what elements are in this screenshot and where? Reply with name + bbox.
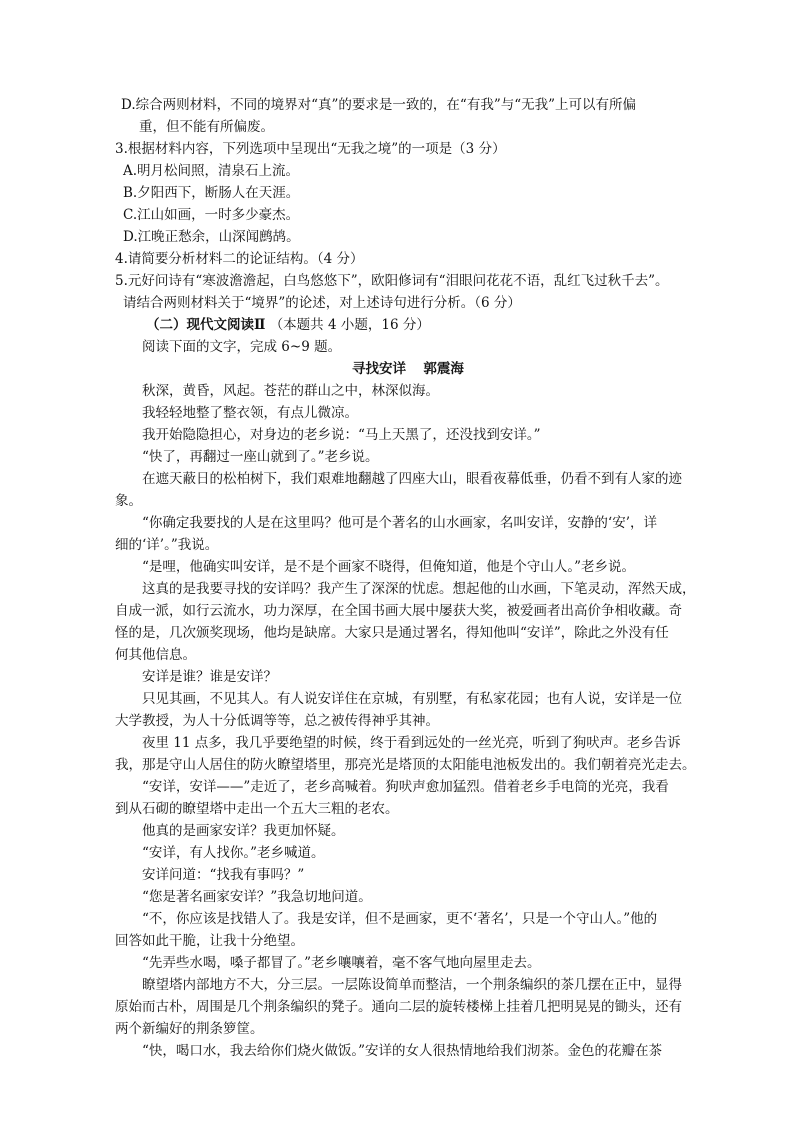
story-line: 我轻轻地整了整衣领，有点儿微凉。 — [142, 405, 358, 421]
q2-option-d-line1: D.综合两则材料，不同的境界对“真”的要求是一致的，在“有我”与“无我”上可以有所偏 — [121, 97, 637, 113]
q5-line1: 5.元好问诗有“寒波澹澹起，白鸟悠悠下”，欧阳修词有“泪眼问花花不语，乱红飞过秋千去”。 — [115, 273, 669, 289]
story-line: 秋深，黄昏，风起。苍茫的群山之中，林深似海。 — [142, 383, 439, 399]
story-line: 我开始隐隐担心，对身边的老乡说：“马上天黑了，还没找到安详。” — [142, 427, 541, 443]
story-line: “安详，有人找你。”老乡喊道。 — [142, 845, 325, 861]
story-line: 瞭望塔内部地方不大，分三层。一层陈设简单而整洁，一个荆条编织的茶几摆在正中，显得 — [142, 977, 682, 993]
story-line: “不，你应该是找错人了。我是安详，但不是画家，更不‘著名’，只是一个守山人。”他的 — [142, 911, 658, 927]
story-line: 何其他信息。 — [115, 647, 196, 663]
story-line: 自成一派，如行云流水，功力深厚，在全国书画大展中屡获大奖，被爱画者出高价争相收藏。奇 — [115, 603, 682, 619]
section-title: （二）现代文阅读Ⅱ — [146, 317, 266, 333]
story-line: 两个新编好的荆条箩筐。 — [115, 1021, 264, 1037]
story-line: “是哩，他确实叫安详，是不是个画家不晓得，但俺知道，他是个守山人。”老乡说。 — [142, 559, 636, 575]
story-title — [352, 360, 464, 378]
q4-stem: 4.请简要分析材料二的论证结构。（4 分） — [115, 251, 364, 267]
story-line: 安详问道：“找我有事吗？” — [142, 867, 305, 883]
story-line: “安详，安详——”走近了，老乡高喊着。狗吠声愈加猛烈。借着老乡手电筒的光亮，我看 — [142, 779, 669, 795]
q2-option-d-line2: 重，但不能有所偏废。 — [139, 119, 274, 135]
story-line: “你确定我要找的人是在这里吗？他可是个著名的山水画家，名叫安详，安静的‘安’，详 — [142, 515, 657, 531]
story-line: “快，喝口水，我去给你们烧火做饭。”安详的女人很热情地给我们沏茶。金色的花瓣在茶 — [142, 1043, 663, 1059]
story-line: 安详是谁？谁是安详？ — [142, 669, 277, 685]
section-heading — [146, 316, 430, 334]
story-author: 郭震海 — [423, 361, 464, 377]
story-line: “您是著名画家安详？”我急切地问道。 — [142, 889, 372, 905]
story-line: “先弄些水喝，嗓子都冒了。”老乡嚷嚷着，毫不客气地向屋里走去。 — [142, 955, 541, 971]
story-title-text: 寻找安详 — [352, 361, 406, 377]
story-line: 细的‘详’。”我说。 — [115, 537, 219, 553]
story-line: 回答如此干脆，让我十分绝望。 — [115, 933, 304, 949]
story-line: 在遮天蔽日的松柏树下，我们艰难地翻越了四座大山，眼看夜幕低垂，仍看不到有人家的迹 — [142, 471, 682, 487]
story-line: 怪的是，几次颁奖现场，他均是缺席。大家只是通过署名，得知他叫“安详”，除此之外没有任 — [115, 625, 669, 641]
q3-option-d: D.江晚正愁余，山深闻鹧鸪。 — [123, 229, 300, 245]
story-line: 夜里 11 点多，我几乎要绝望的时候，终于看到远处的一丝光亮，听到了狗吠声。老乡告诉 — [142, 735, 681, 751]
q3-option-b: B.夕阳西下，断肠人在天涯。 — [123, 185, 300, 201]
story-line: “快了，再翻过一座山就到了。”老乡说。 — [142, 449, 379, 465]
story-line: 他真的是画家安详？我更加怀疑。 — [142, 823, 345, 839]
q3-option-c: C.江山如画，一时多少豪杰。 — [123, 207, 300, 223]
story-line: 这真的是我要寻找的安详吗？我产生了深深的忧虑。想起他的山水画，下笔灵动，浑然天成， — [142, 581, 696, 597]
q5-line2: 请结合两则材料关于“境界”的论述，对上述诗句进行分析。（6 分） — [123, 295, 521, 311]
story-line: 象。 — [115, 493, 142, 509]
story-line: 大学教授，为人十分低调等等，总之被传得神乎其神。 — [115, 713, 439, 729]
section-note: （本题共 4 小题，16 分） — [269, 317, 430, 333]
section-instruction: 阅读下面的文字，完成 6~9 题。 — [142, 339, 342, 355]
q3-option-a: A.明月松间照，清泉石上流。 — [123, 163, 300, 179]
story-line: 到从石砌的瞭望塔中走出一个五大三粗的老农。 — [115, 801, 399, 817]
story-line: 我，那是守山人居住的防火瞭望塔里，那亮光是塔顶的太阳能电池板发出的。我们朝着亮光走去。 — [115, 757, 696, 773]
story-line: 原始而古朴，周围是几个荆条编织的凳子。通向二层的旋转楼梯上挂着几把明晃晃的锄头，还有 — [115, 999, 682, 1015]
story-line: 只见其画，不见其人。有人说安详住在京城，有别墅，有私家花园；也有人说，安详是一位 — [142, 691, 682, 707]
q3-stem: 3.根据材料内容，下列选项中呈现出“无我之境”的一项是（3 分） — [115, 141, 506, 157]
